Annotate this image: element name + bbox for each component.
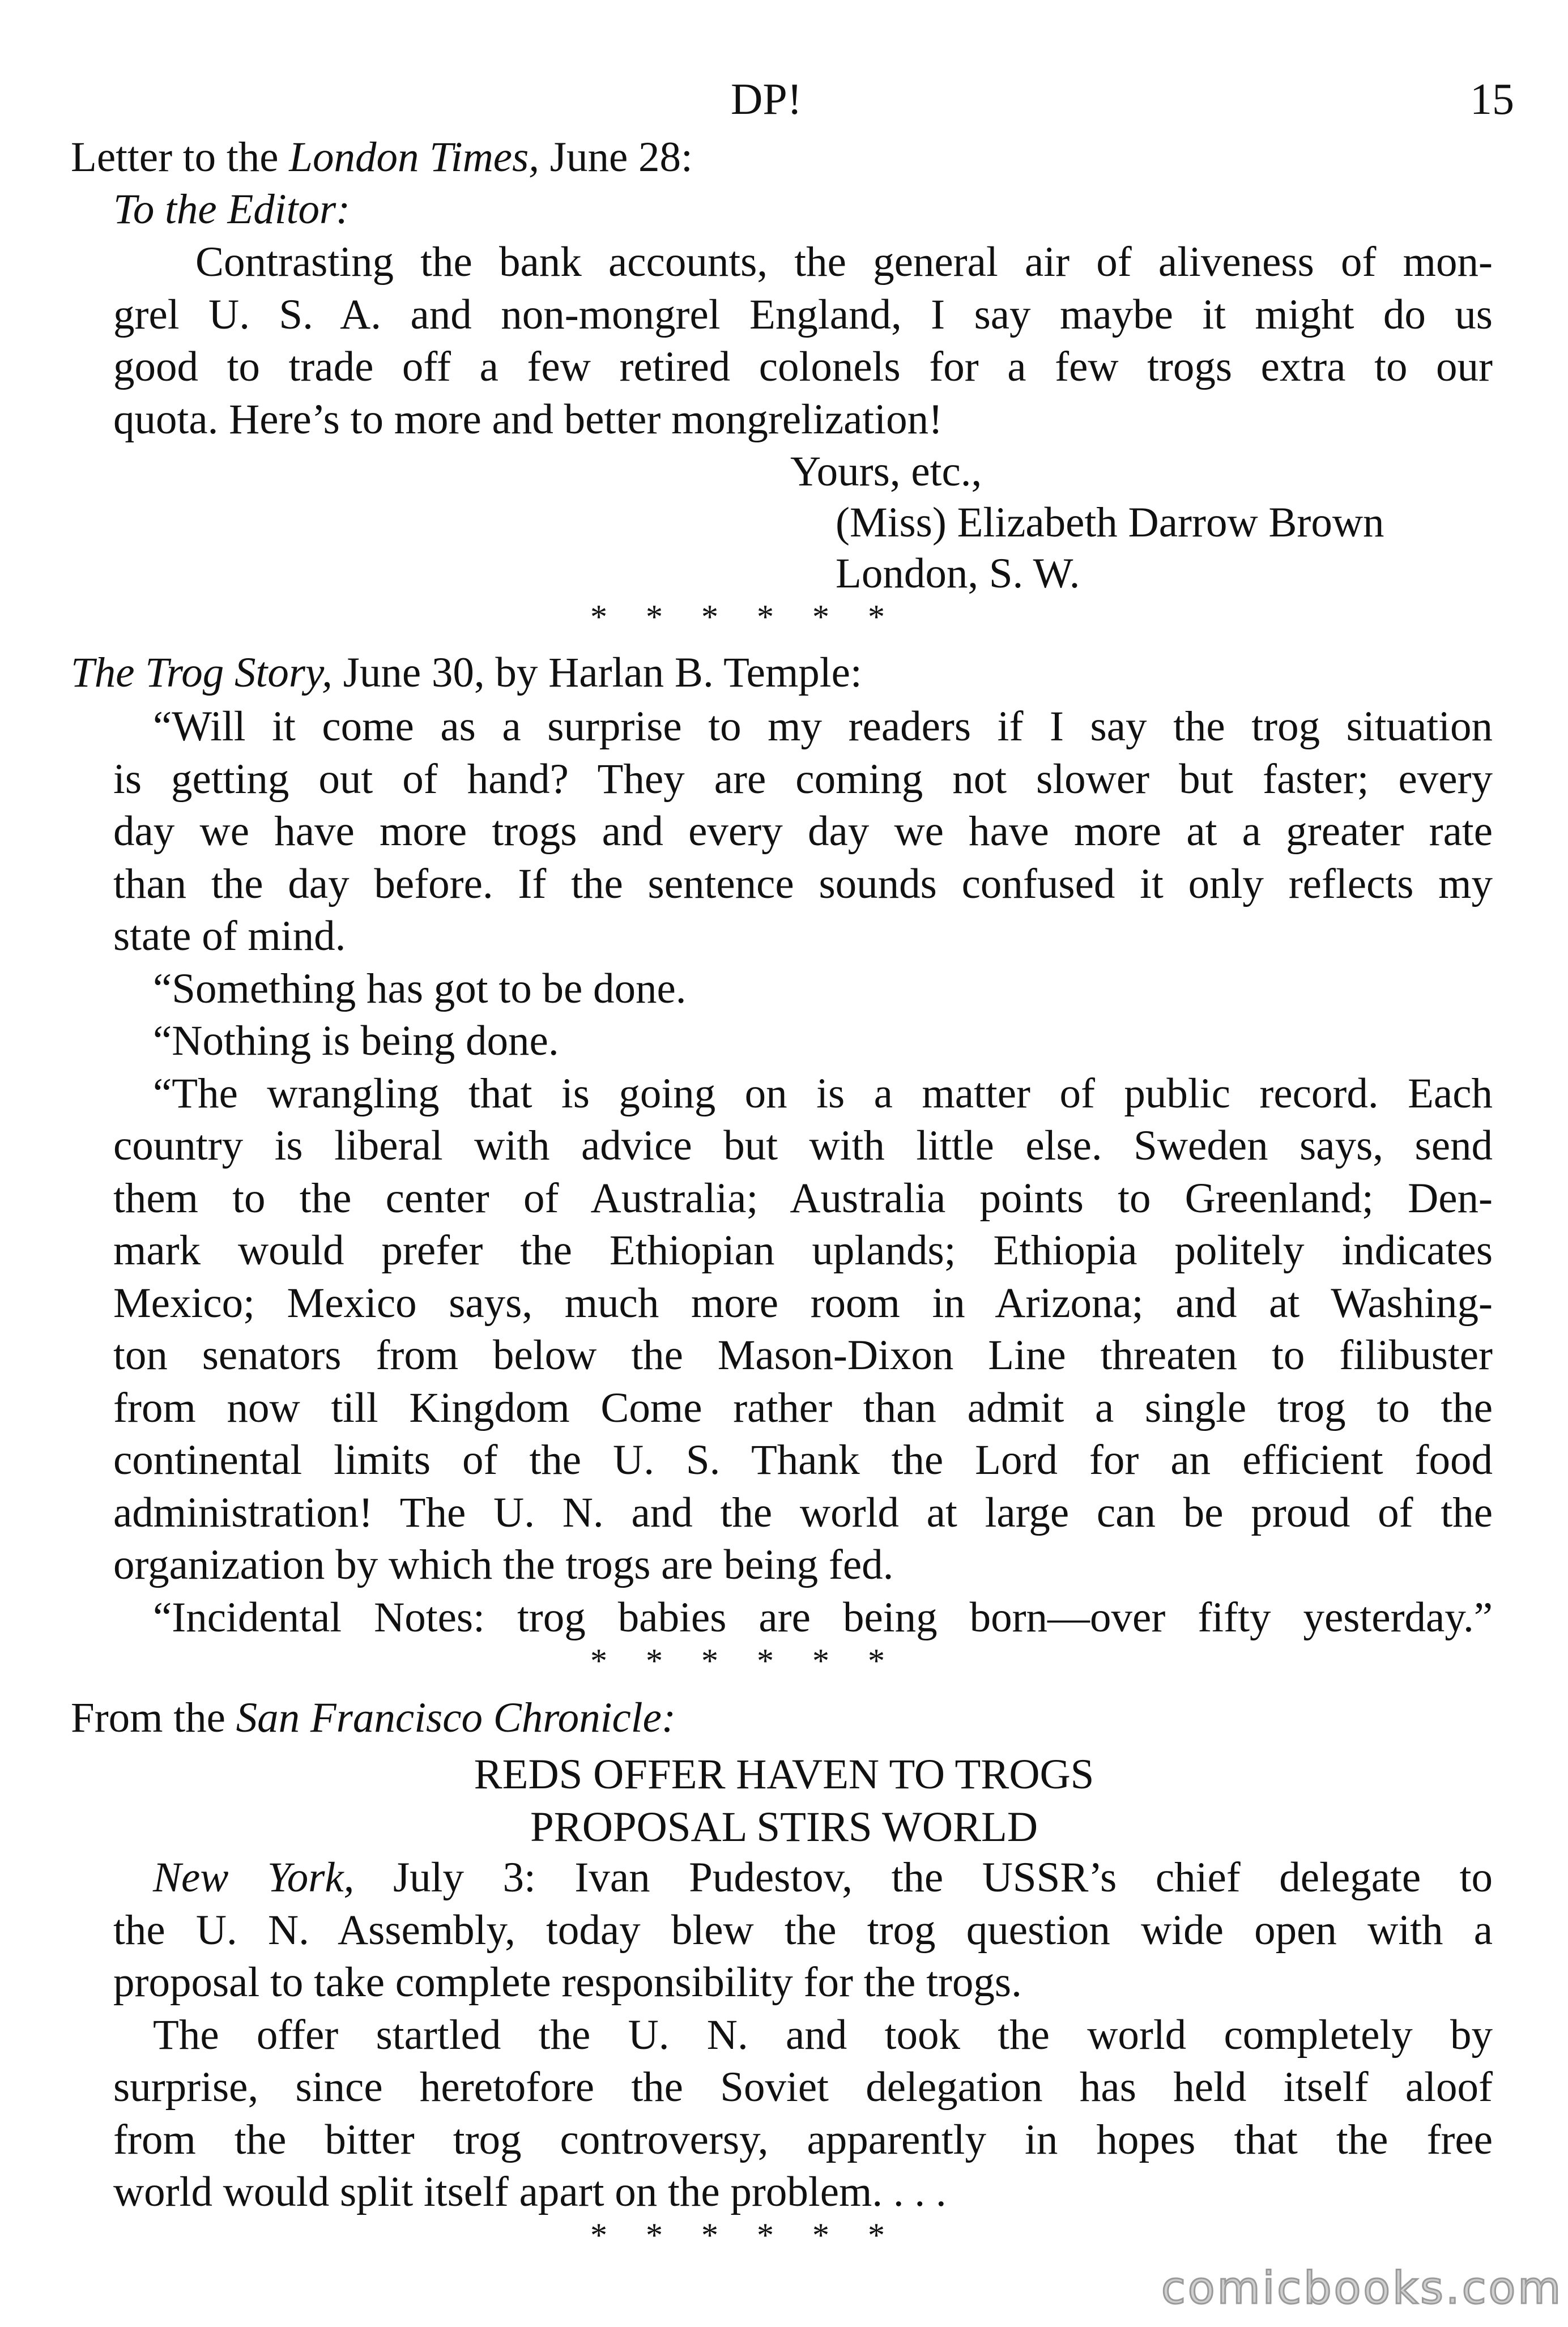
headline-primary: REDS OFFER HAVEN TO TROGS (474, 1751, 1094, 1798)
trog-story-line: “Will it come as a surprise to my readers if I say the trog situation (153, 703, 1493, 750)
trog-story-line: “Nothing is being done. (153, 1017, 559, 1064)
page-number: 15 (1470, 74, 1514, 123)
letter-location: London, S. W. (836, 550, 1080, 597)
chronicle-line: from the bitter trog controversy, apparently in hopes that the free (113, 2116, 1493, 2163)
trog-story-line: is getting out of hand? They are coming not slower but faster; every (113, 756, 1493, 803)
column-title: The Trog Story, (71, 649, 333, 696)
chronicle-line: New York, July 3: Ivan Pudestov, the USSR’s chief delegate to (153, 1854, 1493, 1901)
chronicle-intro: From the San Francisco Chronicle: (71, 1694, 676, 1741)
headline-secondary: PROPOSAL STIRS WORLD (530, 1804, 1038, 1851)
trog-story-line: continental limits of the U. S. Thank the Lord for an efficient food (113, 1437, 1493, 1484)
trog-story-line: organization by which the trogs are being fed. (113, 1541, 894, 1588)
trog-story-line: them to the center of Australia; Australia points to Greenland; Den- (113, 1175, 1493, 1222)
running-header-title: DP! (731, 74, 802, 123)
letter-signature: (Miss) Elizabeth Darrow Brown (836, 499, 1384, 546)
newspaper-name: San Francisco Chronicle: (236, 1694, 676, 1741)
trog-story-line: than the day before. If the sentence sounds confused it only reflects my (113, 860, 1493, 907)
trog-story-line: mark would prefer the Ethiopian uplands; Ethiopia politely indicates (113, 1227, 1493, 1274)
letter-intro: Letter to the London Times, June 28: (71, 134, 693, 181)
chronicle-line: the U. N. Assembly, today blew the trog question wide open with a (113, 1907, 1493, 1954)
newspaper-name: London Times, (289, 134, 540, 181)
letter-body-line: good to trade off a few retired colonels for a few trogs extra to our (113, 343, 1493, 390)
trog-story-heading: The Trog Story, June 30, by Harlan B. Temple: (71, 649, 862, 696)
section-separator: * * * * * * (590, 1642, 885, 1680)
trog-story-line: administration! The U. N. and the world at large can be proud of the (113, 1489, 1493, 1536)
trog-story-line: country is liberal with advice but with little else. Sweden says, send (113, 1122, 1493, 1169)
dateline: New York, (153, 1854, 355, 1901)
chronicle-line: world would split itself apart on the problem. . . . (113, 2168, 947, 2215)
trog-story-line: “The wrangling that is going on is a matter of public record. Each (153, 1070, 1493, 1117)
chronicle-line: surprise, since heretofore the Soviet delegation has held itself aloof (113, 2064, 1493, 2111)
letter-closing: Yours, etc., (790, 448, 982, 495)
watermark: comicbooks.com (1161, 2263, 1563, 2314)
trog-story-line: day we have more trogs and every day we have more at a greater rate (113, 808, 1493, 855)
trog-story-line: “Incidental Notes: trog babies are being born—over fifty yesterday.” (153, 1594, 1493, 1641)
letter-body-line: Contrasting the bank accounts, the general air of aliveness of mon- (195, 238, 1493, 285)
letter-body-line: quota. Here’s to more and better mongrelization! (113, 396, 943, 443)
chronicle-line: The offer startled the U. N. and took the world completely by (153, 2011, 1493, 2058)
trog-story-line: from now till Kingdom Come rather than admit a single trog to the (113, 1384, 1493, 1431)
trog-story-line: state of mind. (113, 913, 346, 960)
section-separator: * * * * * * (590, 2217, 885, 2254)
chronicle-line: proposal to take complete responsibility for the trogs. (113, 1959, 1022, 2006)
trog-story-line: “Something has got to be done. (153, 965, 687, 1012)
trog-story-line: ton senators from below the Mason-Dixon Line threaten to filibuster (113, 1332, 1493, 1379)
trog-story-line: Mexico; Mexico says, much more room in Arizona; and at Washing- (113, 1280, 1493, 1327)
letter-body-line: grel U. S. A. and non-mongrel England, I say maybe it might do us (113, 291, 1493, 338)
letter-salutation: To the Editor: (113, 186, 351, 233)
section-separator: * * * * * * (590, 598, 885, 636)
